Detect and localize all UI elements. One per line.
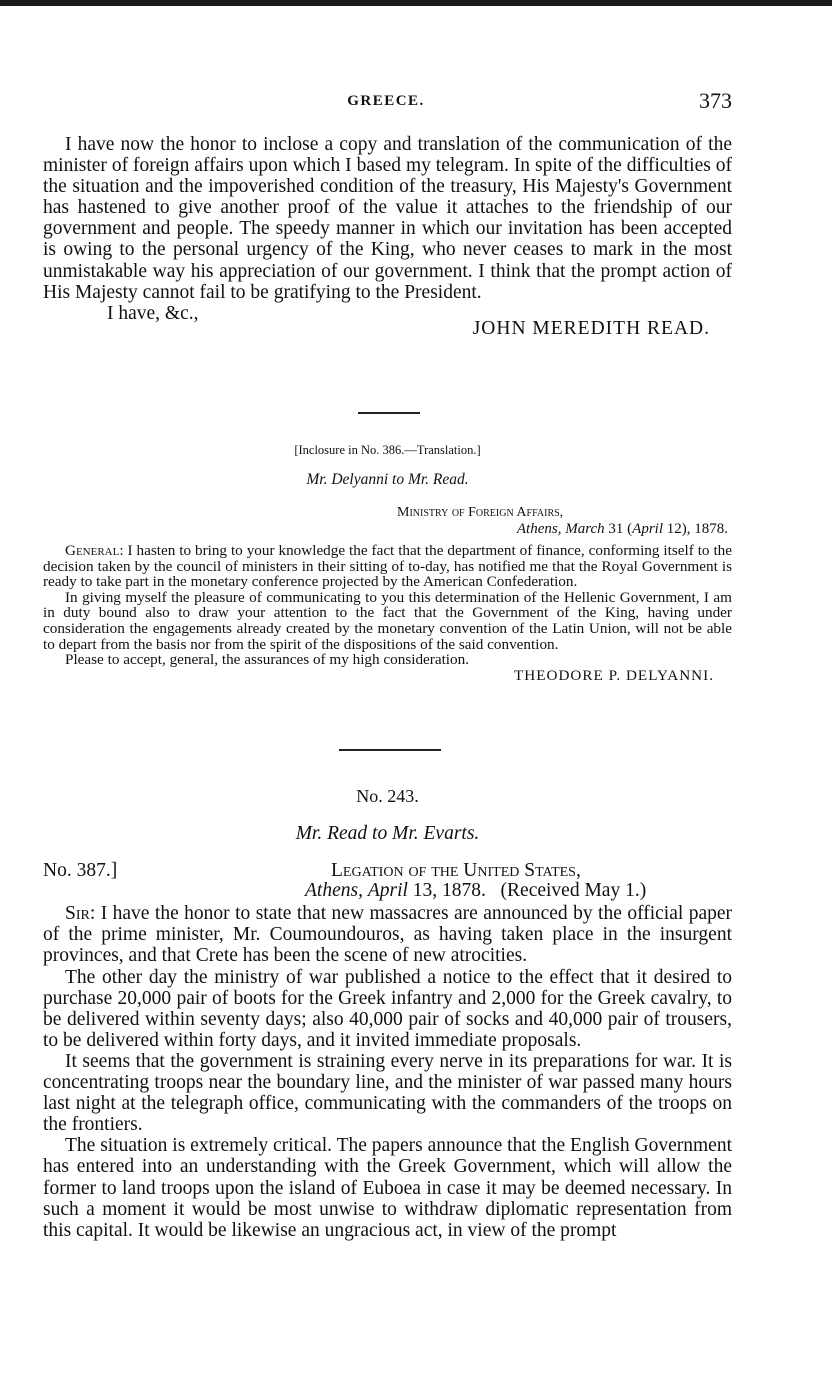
letter-2-heading-line bbox=[43, 860, 732, 884]
date-month: April bbox=[367, 880, 408, 902]
page-number: 373 bbox=[699, 88, 732, 113]
inclosure-date: Athens, March 31 (April 12), 1878. bbox=[516, 521, 728, 537]
date-month: March bbox=[565, 521, 605, 537]
section-divider bbox=[358, 412, 420, 414]
received-note: (Received May 1.) bbox=[500, 880, 647, 902]
inclosure-paragraph-2: In giving myself the pleasure of communicating to you this determination of the Hellenic Government, I am in duty bound also to draw your attention to the fact that the Government of the King, having under consideration the engagements already created by the monetary convention of the Latin Union, will not be able to depart from the basis nor from the spirit of the dispositions of the said convention. bbox=[43, 588, 732, 653]
letter-2-title: Mr. Read to Mr. Evarts. bbox=[295, 823, 480, 845]
ministry-line: Ministry of Foreign Affairs, bbox=[397, 505, 564, 520]
letter-number: No. 243. bbox=[356, 786, 419, 806]
salutation: Sir: bbox=[65, 903, 96, 925]
inclosure-title: Mr. Delyanni to Mr. Read. bbox=[306, 471, 469, 488]
inclosure-heading: [Inclosure in No. 386.—Translation.] bbox=[294, 443, 481, 457]
letter-2-para-1-text: I have the honor to state that new massacres are announced by the official paper of the prime minister, Mr. Coumoundouros, as having taken place in the insurgent provinces, and that Crete has been the scene of new atrocities. bbox=[43, 903, 733, 967]
salutation: General: bbox=[65, 542, 124, 559]
date-rest: 12), 1878. bbox=[666, 521, 728, 537]
letter-1-paragraph: I have now the honor to inclose a copy and translation of the communication of the minister of foreign affairs upon which I based my telegram. In spite of the difficulties of the situation and the impoverished condition of the treasury, His Majesty's Government has hastened to give another proof of the value it attaches to the friendship of our government and people. The speedy manner in which our invitation has been accepted is owing to the personal urgency of the King, who never ceases to mark in the most unmistakable way his appreciation of our government. I think that the prompt action of His Majesty cannot fail to be gratifying to the President. bbox=[43, 134, 732, 303]
letter-2 bbox=[43, 786, 732, 1241]
letter-2-paragraph-3: It seems that the government is straining every nerve in its preparations for war. It is concentrating troops near the boundary line, and the minister of war passed many hours last night at the telegraph office, communicating with the commanders of the troops on the frontiers. bbox=[43, 1050, 732, 1136]
date-place: Athens, bbox=[305, 880, 363, 902]
section-divider-2 bbox=[339, 749, 441, 751]
inclosure-signature: THEODORE P. DELYANNI. bbox=[513, 666, 714, 684]
page-header bbox=[40, 88, 732, 118]
inclosure bbox=[43, 442, 732, 683]
inclosure-body bbox=[43, 543, 732, 683]
dispatch-number: No. 387.] bbox=[43, 860, 118, 882]
inclosure-paragraph-1 bbox=[43, 543, 732, 590]
letter-2-paragraph-4: The situation is extremely critical. The papers announce that the English Government has entered into an understanding with the Greek Government, which will allow the former to land troops upon the island of Euboea in case it may be deemed necessary. In such a moment it would be most unwise to withdraw diplomatic representation from this capital. It would be likewise an ungracious act, in view of the prompt bbox=[43, 1135, 732, 1241]
inclosure-para-1-text: I hasten to bring to your knowledge the fact that the department of finance, conforming itself to the decision taken by the council of ministers in their sitting of to-day, has notified me that the Royal Government is ready to take part in the monetary conference projected by the American Confederation. bbox=[43, 542, 733, 591]
top-border bbox=[0, 0, 832, 6]
running-title: GREECE. bbox=[347, 93, 425, 109]
date-paren-month: April bbox=[632, 521, 663, 537]
letter-1 bbox=[43, 134, 732, 339]
letter-2-paragraph-2: The other day the ministry of war published a notice to the effect that it desired to purchase 20,000 pair of boots for the Greek infantry and 2,000 for the Greek cavalry, to be delivered within seventy days; also 40,000 pair of socks and 40,000 pair of trousers, to be delivered within forty days, and it invited immediate proposals. bbox=[43, 966, 732, 1051]
letter-2-paragraph-1 bbox=[43, 903, 732, 966]
date-day: 31 bbox=[608, 521, 624, 537]
inclosure-paragraph-3: Please to accept, general, the assurances of my high consideration. bbox=[65, 651, 470, 669]
date-place: Athens, bbox=[516, 521, 562, 537]
legation-line: Legation of the United States, bbox=[331, 860, 581, 882]
letter-1-signature: JOHN MEREDITH READ. bbox=[472, 317, 710, 339]
letter-1-closing: I have, &c., bbox=[107, 302, 199, 324]
date-rest: 13, 1878. bbox=[412, 880, 486, 902]
